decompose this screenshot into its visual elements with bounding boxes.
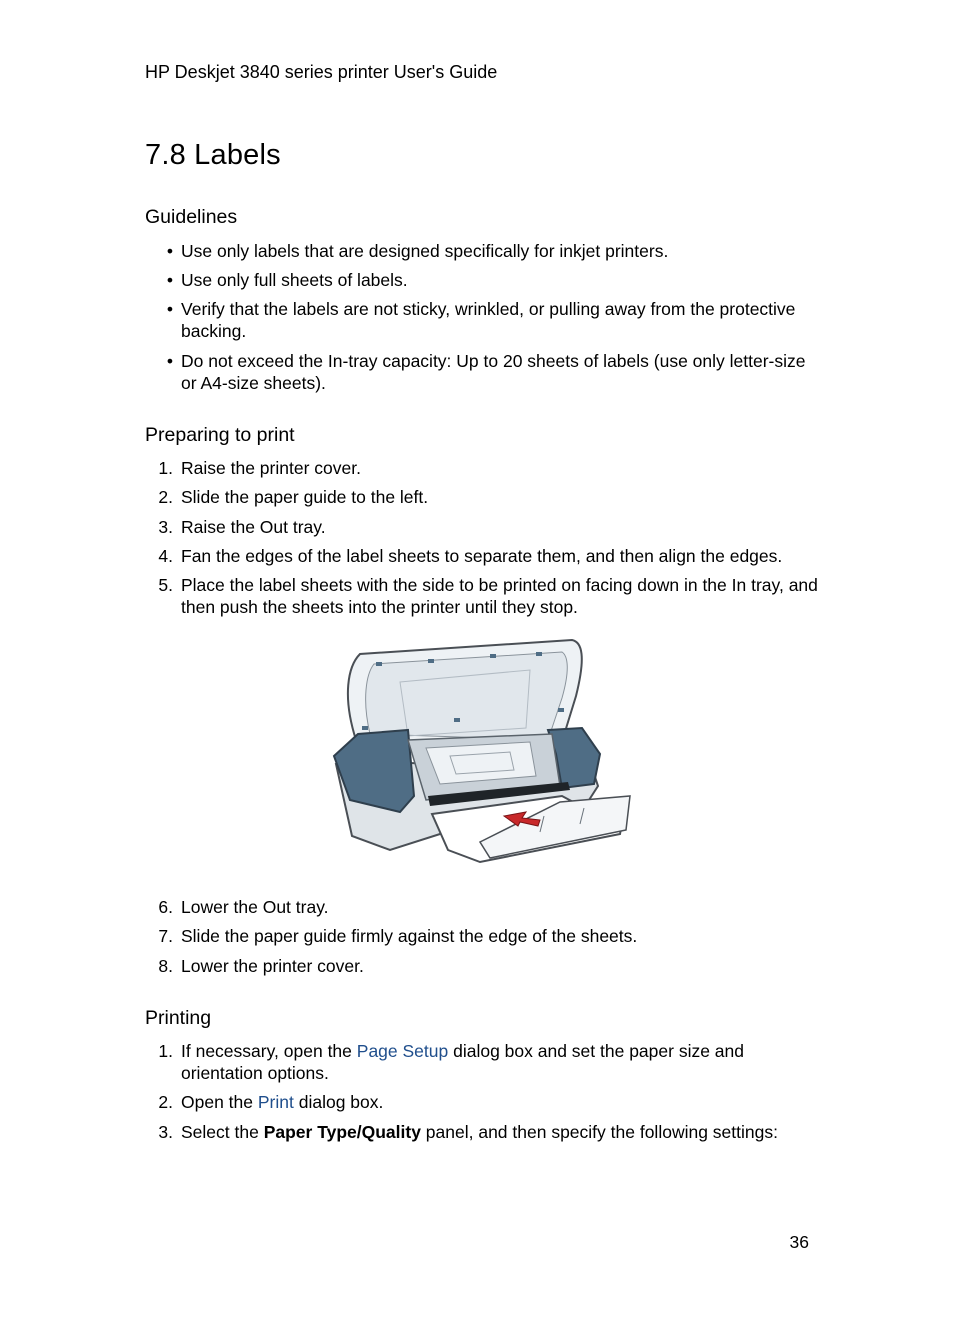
page-number: 36 [789,1232,809,1252]
list-item [145,955,825,977]
list-item [145,1040,825,1084]
list-item [145,1121,825,1143]
preparing-heading: Preparing to print [145,424,295,446]
printer-illustration [330,636,635,874]
guideline-text: Do not exceed the In-tray capacity: Up to 20 sheets of labels (use only letter-size or A4-size sheets). [181,351,806,393]
page-setup-link[interactable]: Page Setup [356,1041,449,1061]
step-text [181,1091,825,1113]
step-number: 1. [158,458,173,478]
step-text: Raise the Out tray. [181,517,326,537]
cover-clip [362,726,368,730]
guideline-text: Use only labels that are designed specifically for inkjet printers. [181,241,669,261]
step-number: 2. [158,487,173,507]
list-item [145,486,825,508]
bullet-marker: • [166,351,173,371]
step-text-part: If necessary, open the [181,1041,357,1061]
running-header: HP Deskjet 3840 series printer User's Guide [145,62,498,82]
step-text: Lower the Out tray. [181,897,329,917]
guideline-text: Use only full sheets of labels. [181,270,408,290]
guideline-text: Verify that the labels are not sticky, wrinkled, or pulling away from the protective backing. [181,299,796,341]
step-number: 5. [158,575,173,595]
step-number: 7. [158,926,173,946]
print-link[interactable]: Print [257,1092,294,1112]
step-number: 6. [158,897,173,917]
guideline-item [145,298,825,342]
step-text [181,1121,825,1143]
guideline-item [145,350,825,394]
list-item [145,457,825,479]
step-text: Place the label sheets with the side to be printed on facing down in the In tray, and then push the sheets into the printer until they stop. [181,575,818,617]
paper-type-quality-label: Paper Type/Quality [263,1122,421,1142]
guideline-item [145,269,825,291]
step-text: Slide the paper guide firmly against the edge of the sheets. [181,926,638,946]
cover-inner-panel [366,652,568,740]
guidelines-heading: Guidelines [145,206,238,228]
step-text-part: dialog box. [293,1092,384,1112]
cover-clip [558,708,564,712]
step-text [181,1040,825,1084]
step-text: Fan the edges of the label sheets to separate them, and then align the edges. [181,546,783,566]
step-text: Lower the printer cover. [181,956,364,976]
list-item [145,925,825,947]
step-text-part: panel, and then specify the following settings: [420,1122,778,1142]
list-item [145,545,825,567]
list-item [145,574,825,618]
step-number: 4. [158,546,173,566]
guideline-item [145,240,825,262]
list-item [145,516,825,538]
step-text: Slide the paper guide to the left. [181,487,429,507]
bullet-marker: • [166,241,173,261]
step-text: Raise the printer cover. [181,458,361,478]
step-number: 1. [158,1041,173,1061]
step-number: 3. [158,1122,173,1142]
step-text-part: dialog box and set the paper size and orientation options. [181,1041,744,1083]
step-text-part: Open the [181,1092,258,1112]
cover-clip [428,659,434,663]
cover-clip [454,718,460,722]
step-number: 8. [158,956,173,976]
list-item [145,1091,825,1113]
list-item [145,896,825,918]
chapter-title: 7.8 Labels [145,139,281,171]
cover-clip [376,662,382,666]
step-number: 3. [158,517,173,537]
cover-clip [490,654,496,658]
bullet-marker: • [166,299,173,319]
printing-heading: Printing [145,1007,212,1029]
cover-clip [536,652,542,656]
step-number: 2. [158,1092,173,1112]
bullet-marker: • [166,270,173,290]
step-text-part: Select the [181,1122,264,1142]
